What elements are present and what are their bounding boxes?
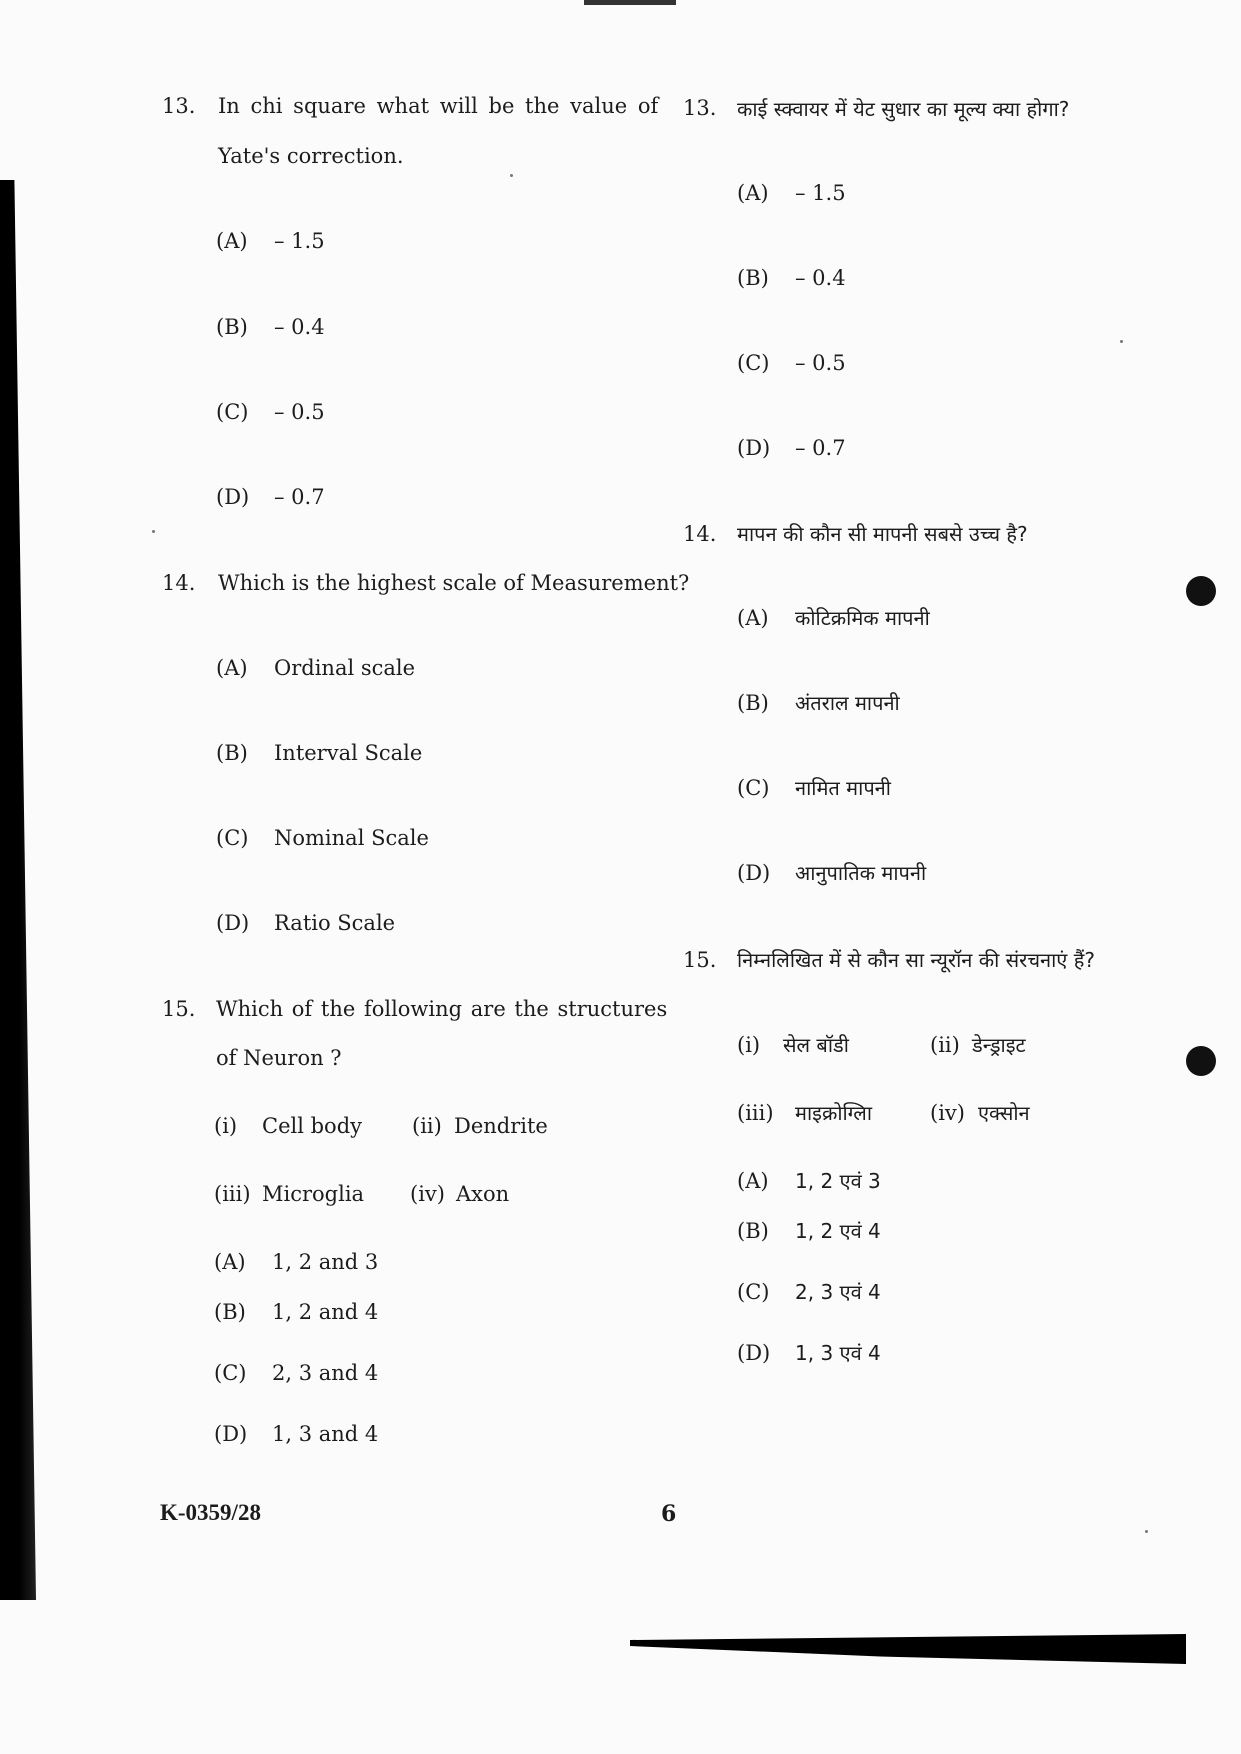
option-text: – 0.5 [274,400,325,424]
option-key: (A) [216,229,248,253]
statement-text: Cell body [262,1114,362,1138]
option-text: – 1.5 [795,181,846,205]
punch-hole-upper [1186,576,1216,606]
question-number: 15. [683,948,717,972]
statement-text: डेन्ड्राइट [972,1033,1026,1057]
statement-text: Axon [456,1182,510,1206]
option-c [216,400,325,424]
option-key: (C) [216,826,249,850]
statement-text: एक्सोन [978,1101,1030,1125]
option-key: (B) [214,1300,246,1324]
option-key: (D) [214,1422,248,1446]
statement-key: (iv) [930,1101,965,1125]
page-number: 6 [661,1501,677,1527]
option-b [214,1300,378,1324]
option-key: (A) [216,656,248,680]
scan-edge-shadow [0,180,36,1600]
statement-text: माइक्रोग्लिा [795,1101,873,1125]
option-text: 2, 3 एवं 4 [795,1280,881,1304]
option-text: – 0.7 [274,485,325,509]
option-key: (A) [737,181,769,205]
option-key: (D) [737,1341,771,1365]
option-b [737,266,846,290]
scan-bottom-streak [630,1634,1186,1664]
option-b [216,315,325,339]
statement-i [214,1114,362,1138]
question-text: In chi square what will be the value of [218,94,659,118]
option-key: (B) [216,315,248,339]
scan-speck [152,530,155,533]
question-text: काई स्क्वायर में येट सुधार का मूल्य क्या होगा? [737,97,1070,121]
scan-speck [1145,1530,1148,1533]
statement-ii [930,1031,1026,1058]
option-key: (C) [737,776,770,800]
statement-i [737,1031,849,1058]
option-text: 1, 3 and 4 [272,1422,379,1446]
option-text: – 0.7 [795,436,846,460]
statement-text: Microglia [262,1182,365,1206]
option-text: 2, 3 and 4 [272,1361,379,1385]
option-b [737,689,900,716]
option-text: 1, 3 एवं 4 [795,1341,881,1365]
option-a [214,1250,378,1274]
option-key: (D) [737,436,771,460]
option-b [737,1217,881,1244]
paper-code: K-0359/28 [160,1500,261,1525]
question-text: of Neuron ? [216,1046,342,1070]
punch-hole-lower [1186,1046,1216,1076]
scan-top-mark [584,0,676,5]
statement-key: (ii) [930,1033,960,1057]
option-d [737,436,846,460]
option-a [737,1167,881,1194]
option-c [737,1278,881,1305]
option-text: कोटिक्रमिक मापनी [795,606,930,630]
option-c [737,351,846,375]
option-d [737,859,926,886]
statement-iv [410,1182,509,1206]
statement-iii [214,1182,364,1206]
scan-speck [510,174,513,177]
option-key: (D) [737,861,771,885]
option-d [216,911,395,935]
option-a [216,656,415,680]
option-c [216,826,429,850]
option-text: – 0.4 [274,315,325,339]
statement-text: Dendrite [454,1114,548,1138]
question-number: 15. [162,997,196,1021]
question-text: मापन की कौन सी मापनी सबसे उच्च है? [737,522,1028,546]
option-key: (D) [216,911,250,935]
scan-speck [1120,340,1123,343]
option-text: 1, 2 and 4 [272,1300,379,1324]
option-text: 1, 2 एवं 4 [795,1219,881,1243]
option-a [737,181,846,205]
question-text: निम्नलिखित में से कौन सा न्यूरॉन की संरचनाएं हैं? [737,948,1095,972]
statement-key: (iii) [737,1101,774,1125]
option-c [214,1361,378,1385]
statement-key: (i) [737,1033,761,1057]
option-d [216,485,325,509]
question-text: Which of the following are the structures [216,997,668,1021]
statement-key: (i) [214,1114,238,1138]
option-b [216,741,422,765]
option-c [737,774,891,801]
statement-key: (iii) [214,1182,251,1206]
option-d [737,1339,881,1366]
option-text: आनुपातिक मापनी [795,861,927,885]
option-text: – 1.5 [274,229,325,253]
question-number: 13. [162,94,196,118]
option-key: (B) [737,266,769,290]
option-text: Nominal Scale [274,826,429,850]
question-text: Yate's correction. [218,144,404,168]
question-number: 14. [683,522,717,546]
option-text: Ratio Scale [274,911,396,935]
statement-iv [930,1099,1030,1126]
question-number: 14. [162,571,196,595]
option-key: (B) [737,1219,769,1243]
option-key: (C) [216,400,249,424]
statement-key: (ii) [412,1114,442,1138]
statement-key: (iv) [410,1182,445,1206]
option-key: (C) [737,1280,770,1304]
option-key: (C) [737,351,770,375]
option-text: Ordinal scale [274,656,416,680]
statement-text: सेल बॉडी [783,1033,849,1057]
option-text: Interval Scale [274,741,423,765]
option-key: (A) [214,1250,246,1274]
option-a [737,604,930,631]
option-key: (C) [214,1361,247,1385]
option-text: – 0.4 [795,266,846,290]
option-text: नामित मापनी [795,776,891,800]
option-d [214,1422,378,1446]
option-key: (B) [216,741,248,765]
option-a [216,229,325,253]
option-text: अंतराल मापनी [795,691,900,715]
option-key: (B) [737,691,769,715]
option-key: (A) [737,606,769,630]
option-text: – 0.5 [795,351,846,375]
option-text: 1, 2 एवं 3 [795,1169,881,1193]
option-text: 1, 2 and 3 [272,1250,379,1274]
statement-iii [737,1099,872,1126]
option-key: (A) [737,1169,769,1193]
question-text: Which is the highest scale of Measurement? [218,571,690,595]
question-number: 13. [683,96,717,120]
option-key: (D) [216,485,250,509]
statement-ii [412,1114,548,1138]
